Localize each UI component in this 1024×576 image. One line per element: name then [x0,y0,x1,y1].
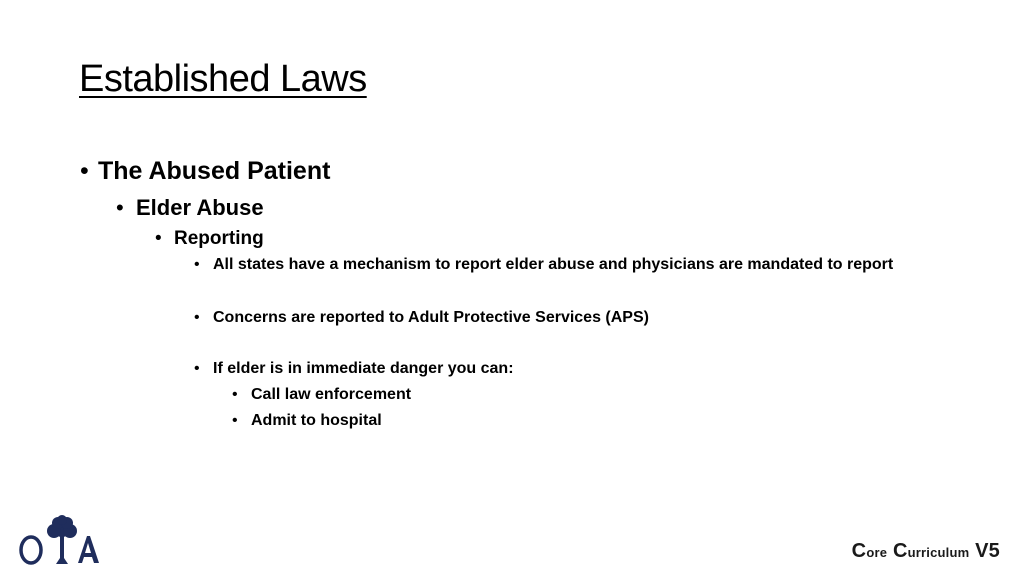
footer-core-initial: C [851,540,867,562]
bullet-text: If elder is in immediate danger you can: [213,360,514,377]
bullet-dot: • [194,360,200,377]
bullet-sub-hospital [232,412,382,430]
bullet-item-mechanism [194,256,893,274]
oia-logo [16,514,102,568]
bullet-text: Reporting [174,228,264,249]
bullet-dot: • [80,157,89,185]
footer-core-rest: ore [866,545,888,560]
bullet-text: The Abused Patient [98,157,331,185]
footer-core-curriculum [852,540,1000,563]
bullet-item-danger [194,360,514,378]
bullet-dot: • [232,386,238,403]
footer-curriculum-initial: C [892,540,908,562]
bullet-dot: • [194,309,200,326]
bullet-sub-law-enforcement [232,386,411,404]
slide-title: Established Laws [79,58,367,100]
bullet-text: Admit to hospital [251,412,382,429]
bullet-text: Concerns are reported to Adult Protective Services (APS) [213,309,649,326]
tree-icon [47,515,77,564]
footer-curriculum-rest: urriculum [907,545,970,560]
footer-version: V5 [975,540,1000,562]
bullet-level2 [116,195,264,221]
bullet-item-aps [194,309,649,327]
bullet-dot: • [155,228,162,249]
bullet-text: Call law enforcement [251,386,412,403]
bullet-text: All states have a mechanism to report elder abuse and physicians are mandated to report [213,256,894,273]
bullet-dot: • [232,412,238,429]
bullet-text: Elder Abuse [136,195,264,220]
bullet-level3 [155,228,264,250]
bullet-dot: • [194,256,200,273]
bullet-level1 [80,157,330,186]
bullet-dot: • [116,195,124,220]
